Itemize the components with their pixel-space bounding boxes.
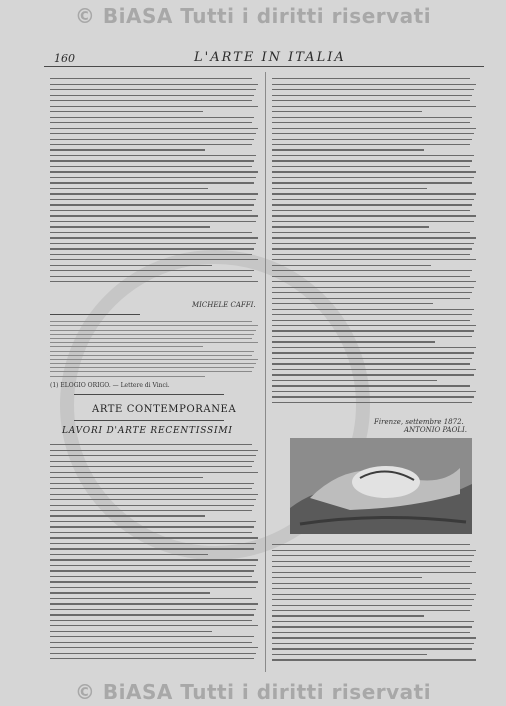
journal-page [44,48,484,678]
text-line [50,548,254,549]
text-line [272,78,470,79]
text-line [272,550,476,551]
page-header [44,48,484,68]
text-line [272,89,474,90]
text-line [50,576,252,577]
text-line [272,133,474,134]
text-line [50,270,254,271]
text-line [50,554,208,555]
text-line [272,621,474,622]
text-line [272,643,474,644]
text-line [50,587,256,588]
left-footnotes [50,318,260,382]
text-line [50,106,258,107]
text-line [50,338,252,339]
text-line [50,221,256,222]
text-line [50,248,254,249]
text-line [50,570,254,571]
left-signature: MICHELE CAFFI. [192,301,256,309]
text-line [272,281,476,282]
illustration-graphic [290,438,472,534]
text-line [50,521,256,522]
text-line [272,128,476,129]
text-line [272,336,472,337]
text-line [50,609,256,610]
text-line [272,193,476,194]
text-line [50,537,258,538]
text-line [272,106,476,107]
text-line [272,659,476,660]
text-line [50,581,258,582]
text-line [50,193,258,194]
text-line [50,149,205,150]
text-line [272,615,424,616]
text-line [50,565,256,566]
text-line [50,171,258,172]
text-line [272,95,472,96]
text-line [272,188,427,189]
text-line [272,149,424,150]
text-line [272,166,470,167]
text-line [50,658,254,659]
footnote-reference: (1) ELOGIO ORIGO. — Lettere di Vinci. [50,382,170,389]
header-rule [44,66,484,67]
text-line [50,204,254,205]
footnote-lines [50,321,260,376]
text-line [50,642,252,643]
text-line [50,455,256,456]
text-line [272,298,470,299]
section-title: ARTE CONTEMPORANEA [92,404,237,415]
running-title: L'ARTE IN ITALIA [194,50,346,65]
text-line [50,78,252,79]
left-column-text-bottom [50,440,260,670]
text-line [272,588,470,589]
text-line [272,155,474,156]
right-signature: ANTONIO PAOLI. [404,426,467,434]
text-line [50,100,252,101]
text-line [272,352,474,353]
text-line [50,472,258,473]
text-line [50,346,203,347]
text-line [50,144,252,145]
text-line [50,483,254,484]
text-line [50,367,254,368]
text-line [272,221,474,222]
left-column-text-top [50,74,260,294]
text-line [272,369,476,370]
text-line [50,510,252,511]
text-line [272,358,472,359]
text-line [50,259,258,260]
text-line [272,648,472,649]
text-line [272,182,472,183]
text-line [272,320,470,321]
text-line [272,287,474,288]
text-line [50,355,252,356]
text-line [50,334,254,335]
text-line [50,532,252,533]
text-line [50,592,210,593]
text-line [272,347,476,348]
text-line [272,330,474,331]
text-line [50,653,256,654]
page-number: 160 [54,52,75,65]
text-line [272,276,470,277]
text-line [50,210,252,211]
text-lines [272,78,478,403]
text-line [50,177,256,178]
text-line [50,625,258,626]
text-line [272,243,474,244]
text-line [272,199,474,200]
section-rule [74,420,224,421]
text-line [272,577,422,578]
text-line [272,396,474,397]
text-line [50,636,254,637]
text-line [272,637,476,638]
text-line [50,321,252,322]
text-line [272,402,472,403]
text-line [272,177,474,178]
text-line [50,461,254,462]
text-line [50,450,258,451]
text-lines [272,544,478,660]
text-line [272,160,472,161]
text-line [50,95,254,96]
text-line [50,265,212,266]
section-subtitle: LAVORI D'ARTE RECENTISSIMI [62,426,233,436]
right-column-text [272,74,478,410]
text-line [272,561,472,562]
text-line [50,254,252,255]
text-line [50,543,256,544]
text-line [272,210,470,211]
text-line [50,182,254,183]
text-line [272,237,476,238]
text-line [272,385,470,386]
text-line [272,572,476,573]
text-line [272,292,472,293]
text-line [50,444,252,445]
text-line [50,155,256,156]
text-line [272,325,476,326]
text-line [272,391,476,392]
text-line [50,111,203,112]
text-line [50,359,258,360]
text-line [272,380,437,381]
text-line [50,477,203,478]
text-line [272,100,470,101]
text-line [50,342,258,343]
text-line [50,89,256,90]
text-line [272,654,427,655]
text-line [272,303,433,304]
text-line [50,117,254,118]
text-line [50,598,252,599]
text-line [272,583,472,584]
place-date: Firenze, settembre 1872. [374,418,464,426]
text-line [272,632,470,633]
text-line [272,363,470,364]
text-line [50,188,208,189]
engraved-illustration [290,438,472,534]
text-line [50,276,252,277]
text-line [272,226,429,227]
text-line [272,270,472,271]
text-line [50,226,210,227]
text-line [272,626,472,627]
text-line [50,84,258,85]
text-line [50,603,258,604]
text-line [50,325,258,326]
text-line [50,647,258,648]
ornament-rule [74,394,224,395]
text-line [50,215,258,216]
watermark-bottom: © BiASA Tutti i diritti riservati [74,680,432,704]
text-line [50,330,256,331]
text-line [272,555,474,556]
text-line [50,376,205,377]
text-line [50,128,258,129]
text-line [272,605,472,606]
text-line [50,281,258,282]
text-line [272,599,474,600]
text-line [50,371,252,372]
text-line [272,254,470,255]
text-line [272,374,474,375]
text-line [272,117,472,118]
text-line [50,166,252,167]
column-divider [265,72,266,672]
text-line [272,248,472,249]
text-line [272,122,470,123]
text-line [50,631,212,632]
text-line [272,111,422,112]
text-line [50,466,252,467]
text-line [50,199,256,200]
text-line [272,610,470,611]
text-line [272,215,476,216]
text-line [50,243,256,244]
text-line [50,351,254,352]
text-line [272,259,476,260]
text-line [272,204,472,205]
text-line [50,614,254,615]
watermark-top: © BiASA Tutti i diritti riservati [74,4,432,28]
text-line [272,265,431,266]
text-line [50,499,256,500]
text-line [50,559,258,560]
text-line [272,144,470,145]
text-line [272,341,435,342]
text-line [272,171,476,172]
text-line [272,232,470,233]
text-line [50,232,252,233]
text-line [50,122,252,123]
text-line [272,139,472,140]
text-line [272,84,476,85]
text-line [272,594,476,595]
text-line [50,494,258,495]
text-line [50,526,254,527]
text-line [272,544,470,545]
text-line [272,314,472,315]
text-line [50,133,256,134]
text-line [50,505,254,506]
text-lines [50,444,260,659]
text-line [50,160,254,161]
text-line [272,309,474,310]
text-line [50,620,252,621]
right-column-text-bottom [272,540,478,670]
text-line [50,237,258,238]
text-lines [50,78,260,282]
text-line [272,566,470,567]
footnote-rule [50,314,140,315]
text-line [50,515,205,516]
text-line [50,488,252,489]
text-line [50,139,254,140]
text-line [50,363,256,364]
